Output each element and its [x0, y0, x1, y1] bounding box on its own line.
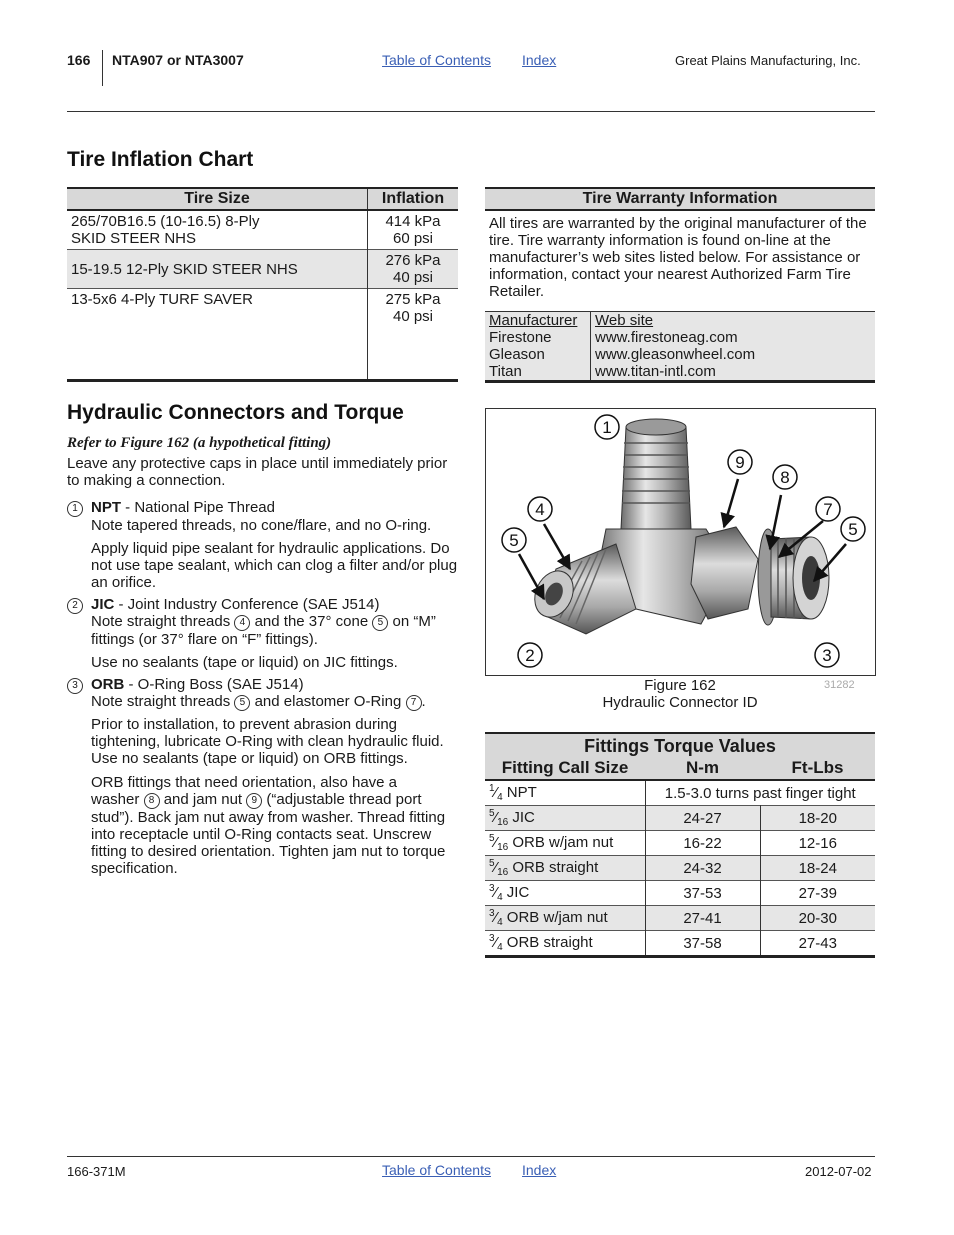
- intro-text: Leave any protective caps in place until immediately prior to making a connection.: [67, 455, 448, 489]
- callout-8: 8: [144, 793, 160, 809]
- model-title: NTA907 or NTA3007: [112, 52, 244, 68]
- text: .: [421, 693, 426, 710]
- tire-inflation-table: [67, 187, 458, 382]
- manufacturer-site: www.firestoneag.com: [595, 329, 738, 346]
- callout-9: 9: [735, 453, 745, 472]
- table-row: [485, 346, 875, 363]
- inflation-kpa: 276 kPa: [385, 252, 441, 269]
- hydraulic-connector-figure: [485, 408, 876, 676]
- callout-3: 3: [67, 678, 83, 694]
- frac-num: 5: [489, 858, 495, 869]
- orb-orientation: [91, 774, 446, 877]
- text: Note straight threads: [91, 693, 235, 710]
- text: ORB fittings that need orientation, also have a washer: [91, 774, 398, 808]
- fitting-name: ORB w/jam nut: [502, 909, 608, 926]
- orb-item: [67, 676, 459, 694]
- frac-den: 16: [497, 842, 509, 853]
- callout-1: 1: [67, 501, 83, 517]
- torque-title: Fittings Torque Values: [485, 733, 875, 757]
- col-fitting-size: Fitting Call Size: [485, 757, 645, 780]
- figure-reference: Refer to Figure 162 (a hypothetical fitting): [67, 435, 332, 451]
- torque-nm: 37-58: [645, 931, 760, 957]
- tire-size: SKID STEER NHS: [71, 230, 197, 247]
- callout-3: 3: [822, 646, 832, 665]
- orb-desc: - O-Ring Boss (SAE J514): [124, 676, 304, 693]
- col-tire-size: Tire Size: [67, 188, 368, 210]
- tire-size: 265/70B16.5 (10-16.5) 8-Ply: [71, 213, 260, 230]
- part-number: 31282: [824, 679, 855, 691]
- callout-4: 4: [535, 500, 545, 519]
- frac-num: 3: [489, 883, 495, 894]
- tire-chart-title: Tire Inflation Chart: [67, 148, 254, 171]
- col-manufacturer: Manufacturer: [485, 312, 591, 330]
- callout-7: 7: [406, 695, 422, 711]
- table-row: [485, 329, 875, 346]
- warranty-title: Tire Warranty Information: [485, 187, 875, 211]
- fitting-size: $^3⁄_4$ JIC: [485, 881, 645, 906]
- warranty-text: All tires are warranted by the original manufacturer of the tire. Tire warranty information is found on-line at the manufacturer’s web sites listed below. For assistance or information, contact your nearest Authorized Farm Tire Retailer.: [489, 215, 867, 300]
- jic-paragraph: Use no sealants (tape or liquid) on JIC fittings.: [91, 654, 398, 671]
- figure-caption: [485, 677, 875, 711]
- manufacturer-site: www.gleasonwheel.com: [595, 346, 756, 363]
- callout-8: 8: [780, 468, 790, 487]
- orb-paragraph: Prior to installation, to prevent abrasion during tightening, lubricate O-Ring with clean hydraulic fluid. Use no sealants (tape or liquid) on ORB fittings.: [91, 716, 444, 767]
- inflation-kpa: 414 kPa: [385, 213, 441, 230]
- callout-9: 9: [246, 793, 262, 809]
- table-row: [485, 831, 875, 856]
- frac-num: 3: [489, 908, 495, 919]
- frac-den: 16: [497, 817, 509, 828]
- table-row: [67, 210, 458, 250]
- callout-1: 1: [602, 418, 612, 437]
- footer-toc-link[interactable]: Table of Contents: [382, 1162, 491, 1178]
- torque-nm: 24-27: [645, 806, 760, 831]
- fitting-name: JIC: [508, 809, 535, 826]
- callout-4: 4: [234, 615, 250, 631]
- table-row: [485, 780, 875, 806]
- fitting-name: ORB straight: [502, 934, 593, 951]
- fitting-name: JIC: [502, 884, 530, 901]
- frac-den: 16: [497, 867, 509, 878]
- table-row: [485, 363, 875, 382]
- header-rule: [67, 111, 875, 112]
- torque-nm: 37-53: [645, 881, 760, 906]
- col-website: Web site: [595, 312, 654, 329]
- npt-note: Note tapered threads, no cone/flare, and no O-ring.: [91, 517, 432, 534]
- callout-2: 2: [525, 646, 535, 665]
- toc-link[interactable]: Table of Contents: [382, 52, 491, 68]
- text: and the 37° cone: [250, 613, 373, 630]
- frac-den: 4: [497, 892, 503, 903]
- frac-num: 3: [489, 933, 495, 944]
- table-row: [485, 856, 875, 881]
- tire-size: 13-5x6 4-Ply TURF SAVER: [67, 289, 368, 381]
- table-row: [67, 289, 458, 381]
- torque-table: [485, 732, 875, 958]
- text: on “M” fittings (or 37° flare on “F” fittings).: [91, 613, 436, 648]
- inflation-kpa: 275 kPa: [385, 291, 441, 308]
- fitting-name: ORB w/jam nut: [508, 834, 614, 851]
- jic-item: [67, 596, 459, 614]
- callout-7: 7: [823, 500, 833, 519]
- page-number: 166: [67, 52, 91, 68]
- frac-den: 4: [497, 792, 503, 803]
- doc-number: 166-371M: [67, 1164, 126, 1179]
- torque-ftlbs: 18-20: [760, 806, 875, 831]
- manufacturer-site: www.titan-intl.com: [595, 363, 716, 380]
- footer-rule: [67, 1156, 875, 1157]
- manufacturer-name: Titan: [485, 363, 591, 382]
- npt-item: [67, 499, 459, 517]
- table-row: [485, 806, 875, 831]
- col-inflation: Inflation: [368, 188, 459, 210]
- callout-5: 5: [509, 531, 519, 550]
- npt-label: NPT: [91, 499, 121, 516]
- manufacturer-name: Gleason: [485, 346, 591, 363]
- header-divider: [102, 50, 103, 86]
- torque-ftlbs: 27-39: [760, 881, 875, 906]
- company-name: Great Plains Manufacturing, Inc.: [675, 53, 861, 68]
- fitting-name: ORB straight: [508, 859, 599, 876]
- torque-ftlbs: 20-30: [760, 906, 875, 931]
- frac-den: 4: [497, 942, 503, 953]
- fitting-size: $^3⁄_4$ ORB straight: [485, 931, 645, 957]
- figure-number: Figure 162: [644, 677, 716, 694]
- table-row: [485, 931, 875, 957]
- npt-paragraph: Apply liquid pipe sealant for hydraulic applications. Do not use tape sealant, which can clog a filter and/or plug an orifice.: [91, 540, 458, 591]
- torque-nm: 1.5-3.0 turns past finger tight: [645, 780, 875, 806]
- fitting-illustration: [486, 409, 875, 675]
- text: (“adjustable thread port stud”). Back jam nut away from washer. Thread fitting into receptacle until O-Ring contacts seat. Unscrew fitting to desired orientation. Tighten jam nut to torque specification.: [91, 791, 446, 877]
- fitting-size: $^5⁄_{16}$ ORB straight: [485, 856, 645, 881]
- table-row: [485, 906, 875, 931]
- index-link[interactable]: Index: [522, 52, 557, 68]
- doc-date: 2012-07-02: [805, 1164, 872, 1179]
- callout-5: 5: [848, 520, 858, 539]
- text: and jam nut: [159, 791, 247, 808]
- torque-nm: 27-41: [645, 906, 760, 931]
- torque-ftlbs: 12-16: [760, 831, 875, 856]
- manufacturer-name: Firestone: [485, 329, 591, 346]
- jic-note: [91, 613, 453, 648]
- frac-num: 5: [489, 833, 495, 844]
- tire-size: 15-19.5 12-Ply SKID STEER NHS: [67, 250, 368, 289]
- orb-note: [91, 693, 459, 711]
- fitting-size: $^5⁄_{16}$ ORB w/jam nut: [485, 831, 645, 856]
- jic-desc: - Joint Industry Conference (SAE J514): [114, 596, 380, 613]
- fitting-size: $^5⁄_{16}$ JIC: [485, 806, 645, 831]
- manufacturer-table: [485, 311, 875, 383]
- callout-5: 5: [372, 615, 388, 631]
- col-nm: N-m: [645, 757, 760, 780]
- orb-label: ORB: [91, 676, 125, 693]
- callout-5: 5: [234, 695, 250, 711]
- inflation-psi: 40 psi: [392, 269, 434, 286]
- frac-den: 4: [497, 917, 503, 928]
- npt-desc: - National Pipe Thread: [121, 499, 275, 516]
- text: Note straight threads: [91, 613, 235, 630]
- hydraulic-title: Hydraulic Connectors and Torque: [67, 401, 404, 424]
- table-row: [485, 881, 875, 906]
- inflation-psi: 60 psi: [392, 230, 434, 247]
- frac-num: 5: [489, 808, 495, 819]
- fitting-size: $^1⁄_4$ NPT: [485, 780, 645, 806]
- tire-warranty-box: [485, 187, 875, 300]
- torque-nm: 16-22: [645, 831, 760, 856]
- torque-nm: 24-32: [645, 856, 760, 881]
- torque-ftlbs: 18-24: [760, 856, 875, 881]
- frac-num: 1: [489, 783, 495, 794]
- jic-label: JIC: [91, 596, 115, 613]
- fitting-size: $^3⁄_4$ ORB w/jam nut: [485, 906, 645, 931]
- fitting-name: NPT: [502, 784, 537, 801]
- torque-ftlbs: 27-43: [760, 931, 875, 957]
- figure-title: Hydraulic Connector ID: [602, 694, 758, 711]
- col-ftlbs: Ft-Lbs: [760, 757, 875, 780]
- footer-index-link[interactable]: Index: [522, 1162, 557, 1178]
- text: and elastomer O-Ring: [250, 693, 406, 710]
- inflation-psi: 40 psi: [392, 308, 434, 325]
- table-row: [67, 250, 458, 289]
- callout-2: 2: [67, 598, 83, 614]
